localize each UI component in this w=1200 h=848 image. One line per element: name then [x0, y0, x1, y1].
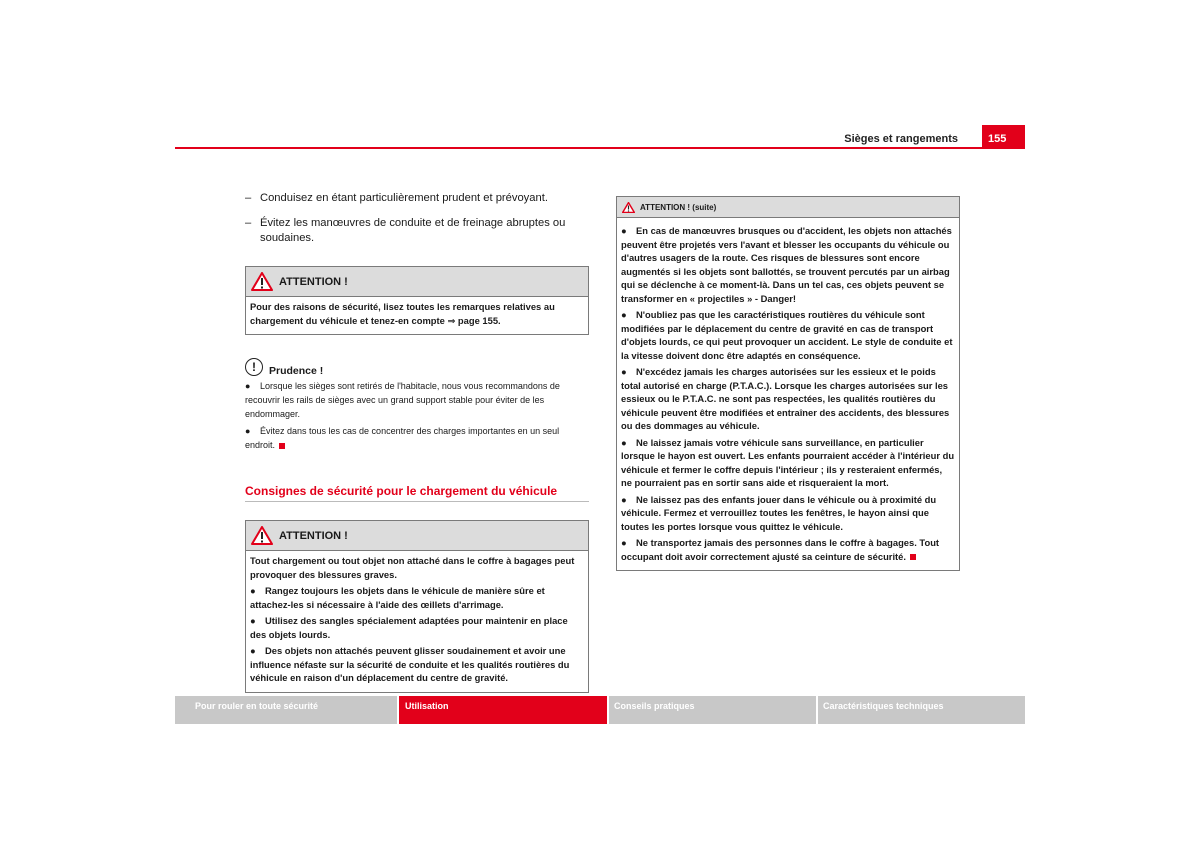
attention-body — [617, 218, 959, 570]
list-item: ● Des objets non attachés peuvent glisser soudainement et avoir une influence néfaste sur la sécurité de conduite et les qualités routières du véhicule en raison d'un déplacement du centre de gravité. — [250, 645, 570, 683]
list-item: ● Ne laissez jamais votre véhicule sans surveillance, en particulier lorsque le hayon est ouvert. Les enfants pourraient accéder à l'intérieur du véhicule et fermer le coffre depuis l'intérieur ; ils y resteraient enfermés, ne pourraient pas en sortir sans aide et risqueraient la mort. — [621, 436, 955, 488]
attention-title: ATTENTION ! — [279, 275, 348, 288]
attention-box — [245, 266, 589, 335]
caution-body — [245, 379, 589, 452]
attention-continued-box — [616, 196, 960, 571]
dash-item: – Conduisez en étant particulièrement prudent et prévoyant. — [245, 192, 548, 204]
end-of-section-mark — [279, 443, 285, 449]
attention-header — [617, 197, 959, 218]
tab-utilisation[interactable]: Utilisation — [399, 696, 607, 724]
page-number: 155 — [982, 125, 1025, 149]
running-header-title: Sièges et rangements — [844, 133, 958, 145]
section-heading: Consignes de sécurité pour le chargement du véhicule — [245, 484, 589, 502]
footer-tabs — [175, 696, 1025, 724]
dash-item: – Évitez les manœuvres de conduite et de freinage abruptes ou soudaines. — [245, 217, 566, 244]
caution-exclamation-icon: ! — [245, 358, 263, 376]
warning-triangle-icon — [622, 202, 635, 213]
list-item: ● Ne transportez jamais des personnes dans le coffre à bagages. Tout occupant doit avoir correctement ajusté sa ceinture de sécurité. — [621, 537, 940, 562]
attention-header — [246, 267, 588, 297]
tab-pour-rouler[interactable]: Pour rouler en toute sécurité — [175, 696, 397, 724]
warning-triangle-icon — [251, 272, 273, 291]
list-item: ● En cas de manœuvres brusques ou d'accident, les objets non attachés peuvent être projetés vers l'avant et blesser les occupants du véhicule ou d'autres usagers de la route. Ces risques de blessures sont encore augmentés si les objets sont ballottés, se trouvent percutés par un airbag qui se déclenche à ce moment-là. Dans un tel cas, ces objets peuvent se transformer en « projectiles » - Danger! — [621, 225, 952, 304]
left-column — [245, 191, 589, 693]
attention-body: Tout chargement ou tout objet non attaché dans le coffre à bagages peut provoquer des blessures graves. ● Rangez toujours les objets dans le véhicule de manière sûre et attachez-les si nécessaire à l'aide des œillets d'arrimage. ● Utilisez des sangles spécialement adaptées pour maintenir en place des objets lourds. ● Des objets non attachés peuvent glisser soudainement et avoir une influence néfaste sur la sécurité de conduite et les qualités routières du véhicule en raison d'un déplacement du centre de gravité. — [246, 551, 588, 692]
list-item: ● Rangez toujours les objets dans le véhicule de manière sûre et attachez-les si nécessaire à l'aide des œillets d'arrimage. — [250, 585, 545, 610]
tab-caracteristiques-techniques[interactable]: Caractéristiques techniques — [818, 696, 1025, 724]
caution-title: Prudence ! — [269, 365, 324, 377]
attention-header — [246, 521, 588, 551]
list-item: ● Lorsque les sièges sont retirés de l'habitacle, nous vous recommandons de recouvrir les rails de sièges avec un grand support stable pour éviter de les endommager. — [245, 381, 560, 419]
attention-body: Pour des raisons de sécurité, lisez toutes les remarques relatives au chargement du véhicule et tenez-en compte ⇒ page 155. — [250, 301, 555, 326]
warning-triangle-icon — [251, 526, 273, 545]
list-item: ● Évitez dans tous les cas de concentrer des charges importantes en un seul endroit. — [245, 426, 560, 450]
attention-title: ATTENTION ! — [279, 529, 348, 542]
header-rule — [175, 147, 1025, 149]
attention-title: ATTENTION ! (suite) — [640, 202, 717, 212]
list-item: ● Ne laissez pas des enfants jouer dans le véhicule ou à proximité du véhicule. Fermez et verrouillez toutes les fenêtres, le hayon ainsi que toutes les portes lorsque vous quittez le véhicule. — [621, 493, 937, 532]
attention-box — [245, 520, 589, 693]
caution-block — [245, 357, 589, 452]
right-column — [616, 196, 960, 571]
end-of-section-mark — [910, 554, 916, 560]
tab-conseils-pratiques[interactable]: Conseils pratiques — [609, 696, 816, 724]
list-item: ● Utilisez des sangles spécialement adaptées pour maintenir en place des objets lourds. — [250, 615, 568, 640]
list-item: ● N'excédez jamais les charges autorisées sur les essieux et le poids total autorisé en charge (P.T.A.C.). Lorsque les charges autorisées sur les essieux ou le P.T.A.C. ne sont pas respectées, les qualités routières du véhicule peuvent être modifiées et entraîner des accidents, des blessures ou des dommages au véhicule. — [621, 366, 950, 431]
list-item: ● N'oubliez pas que les caractéristiques routières du véhicule sont modifiées par le déplacement du centre de gravité en cas de transport d'objets lourds, ce qui peut provoquer un accident. Le style de conduite et la vitesse doivent donc être adaptés en conséquence. — [621, 309, 953, 361]
